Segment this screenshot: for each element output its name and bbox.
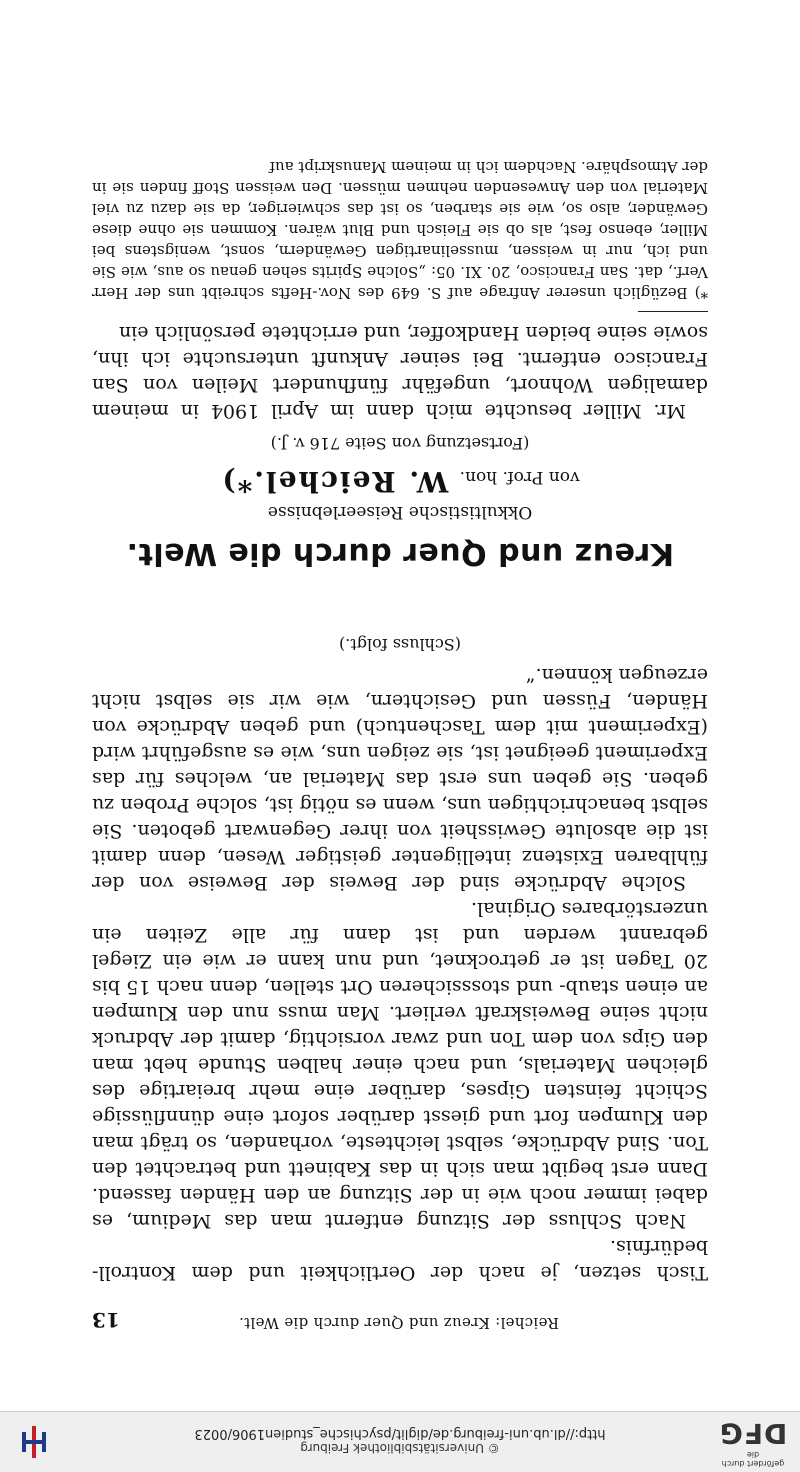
author-prefix: von Prof. hon.: [459, 467, 580, 487]
source-url-link[interactable]: http://dl.ub.uni-freiburg.de/diglit/psychische_studien1906/0023: [194, 1426, 606, 1441]
footnote-rule: [638, 311, 708, 312]
article-author: [92, 465, 708, 498]
running-title: Reichel: Kreuz und Quer durch die Welt.: [238, 1314, 560, 1332]
page-content: [92, 156, 708, 1332]
dfg-logo-subtext: gefördert durch die: [721, 1449, 785, 1468]
page-number: 13: [92, 1308, 120, 1332]
footnote: *) Bezüglich unserer Anfrage auf S. 649 des Nov.-Hefts schreibt uns der Herr Verf., dat. San Francisco, 20. XI. 05: „Solche Spirits sehen genau so aus, wie Sie und ich, nur in weissen, musselinartigen Gewändern, sonst, wenigstens bei Miller, ebenso fest, als ob sie Fleisch und Blut wären. Kommen sie ohne diese Gewänder, also so, wie sie starben, so ist das schwieriger, da sie dazu zu viel Material von den Anwesenden nehmen müssen. Den weissen Stoff finden sie in der Atmosphäre. Nachdem ich in meinem Manuskript auf: [92, 158, 708, 302]
previous-article-paragraph-1: Tisch setzen, je nach der Oertlichkeit und dem Kontroll-bedürfnis.: [92, 1236, 708, 1284]
dfg-logo: [718, 1416, 788, 1468]
scan-footer-bar: [0, 1411, 800, 1472]
scan-source-info: [100, 1418, 700, 1466]
article-subtitle: Okkultistische Reiseerlebnisse: [267, 502, 533, 522]
university-emblem-icon: [14, 1424, 54, 1460]
previous-article-paragraph-3: Solche Abdrücke sind der Beweis der Beweise von der fühlbaren Existenz intelligenter geistiger Wesen, denn damit ist die absolute Gewissheit von ihrer Gegenwart geboten. Sie selbst benachrichtigen uns, wenn es nötig ist, solche Proben zu geben. Sie geben uns erst das Material an, welches für das Experiment geeignet ist, sie zeigen uns, wie es ausgeführt wird (Experiment mit dem Taschentuch) und geben Abdrücke von Händen, Füssen und Gesichtern, wie wir sie selbst nicht erzeugen können.“: [92, 664, 708, 894]
article-paragraph-1: Mr. Miller besuchte mich dann im April 1904 in meinem damaligen Wohnort, ungefähr fünfhundert Meilen von San Francisco entfernt. Bei seiner Ankunft untersuchte ich ihn, sowie seine beiden Handkoffer, und errichtete persönlich ein: [92, 322, 708, 422]
article-title: Kreuz und Quer durch die Welt.: [126, 536, 674, 571]
previous-article-paragraph-2: Nach Schluss der Sitzung entfernt man das Medium, es dabei immer noch wie in der Sitzung an den Händen fassend. Dann erst begibt man sich in das Kabinett und betrachtet den Ton. Sind Abdrücke, selbst leichteste, vorhanden, so trägt man den Klumpen fort und giesst darüber sofort eine dünnflüssige Schicht feinsten Gipses, darüber eine mehr breiartige des gleichen Materials, und nach einer halben Stunde hebt man den Gips von dem Ton und zwar vorsichtig, damit der Abdruck nicht seine Beweiskraft verliert. Man muss nun den Klumpen an einen staub- und stosssicheren Ort stellen, denn nach 15 bis 20 Tagen ist er getrocknet, und nun kann er wie ein Ziegel gebrannt werden und ist dann für alle Zeiten ein unzerstörbares Original.: [92, 898, 708, 1232]
running-header: [92, 1308, 708, 1332]
author-name: W. Reichel.*): [220, 465, 449, 498]
continuation-note: (Fortsetzung von Seite 716 v. J.): [270, 434, 530, 453]
copyright-text: © Universitätsbibliothek Freiburg: [300, 1441, 500, 1455]
dfg-logo-text: DFG: [718, 1416, 788, 1450]
section-separator: [92, 591, 708, 605]
to-be-continued-note: (Schluss folgt.): [338, 635, 462, 654]
